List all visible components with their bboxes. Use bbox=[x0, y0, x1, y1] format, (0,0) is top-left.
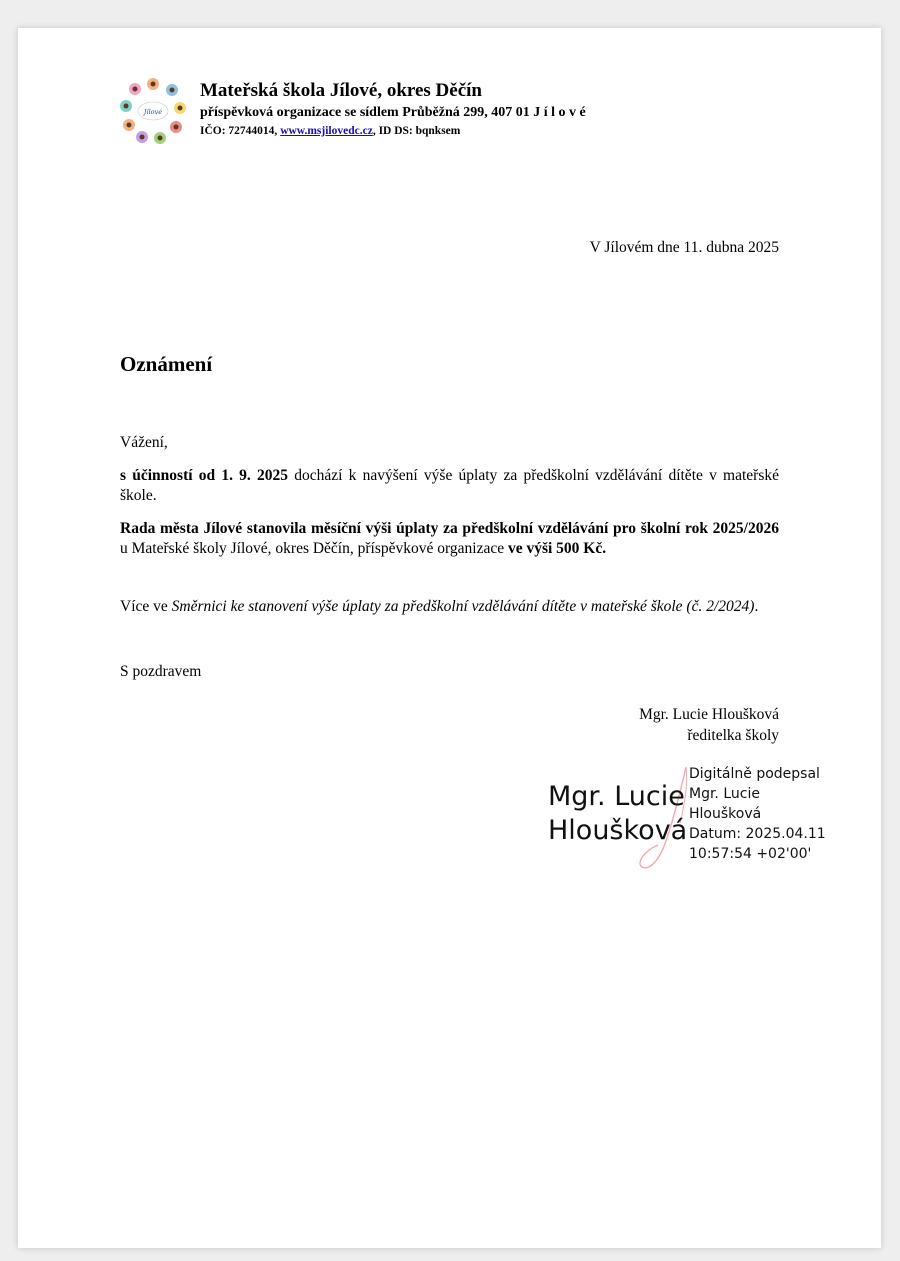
signatory-name: Mgr. Lucie Hloušková bbox=[639, 706, 779, 723]
ico-text: IČO: 72744014, bbox=[200, 125, 281, 137]
school-name: Mateřská škola Jílové, okres Děčín bbox=[200, 80, 482, 101]
effective-date-rest: dochází k navýšení výše úplaty za předškolní vzdělávání dítěte v mateřské škole. bbox=[120, 467, 779, 504]
school-logo bbox=[120, 78, 186, 144]
digital-signature-info-line: Digitálně podepsal bbox=[689, 766, 820, 782]
document-page bbox=[18, 28, 881, 1248]
digital-signature-name-line2: Hloušková bbox=[548, 815, 688, 846]
paragraph-fee-decision bbox=[120, 519, 779, 559]
website-link[interactable]: www.msjilovedc.cz bbox=[280, 125, 373, 137]
digital-signature-info-line: Hloušková bbox=[689, 806, 762, 822]
directive-suffix: . bbox=[754, 598, 759, 615]
digital-signature-name-line1: Mgr. Lucie bbox=[548, 781, 685, 812]
organization-address: příspěvková organizace se sídlem Průběžná 299, 407 01 J í l o v é bbox=[200, 105, 586, 120]
fee-decision-middle: u Mateřské školy Jílové, okres Děčín, příspěvkové organizace bbox=[120, 540, 508, 557]
ds-text: , ID DS: bqnksem bbox=[372, 125, 461, 137]
digital-signature-info-line: Mgr. Lucie bbox=[689, 786, 760, 802]
digital-signature-name bbox=[548, 780, 687, 848]
effective-date-bold: s účinností od 1. 9. 2025 bbox=[120, 467, 289, 484]
ids-line bbox=[200, 125, 460, 137]
salutation: Vážení, bbox=[120, 434, 168, 451]
directive-title: Směrnici ke stanovení výše úplaty za předškolní vzdělávání dítěte v mateřské škole (č. 2/2024) bbox=[171, 598, 755, 615]
logo-text: Jílové bbox=[143, 108, 163, 116]
paragraph-effective-date bbox=[120, 466, 779, 506]
paragraph-directive bbox=[120, 597, 779, 617]
signatory-role: ředitelka školy bbox=[687, 727, 779, 744]
digital-signature-info-line: Datum: 2025.04.11 bbox=[689, 826, 826, 842]
fee-amount-bold: ve výši 500 Kč. bbox=[507, 540, 607, 557]
closing: S pozdravem bbox=[120, 663, 202, 680]
digital-signature-info bbox=[689, 764, 826, 864]
digital-signature-info-line: 10:57:54 +02'00' bbox=[689, 846, 812, 862]
fee-decision-bold: Rada města Jílové stanovila měsíční výši úplaty za předškolní vzdělávání pro školní rok 2025/2026 bbox=[120, 520, 779, 537]
directive-prefix: Více ve bbox=[120, 598, 172, 615]
document-date: V Jílovém dne 11. dubna 2025 bbox=[589, 239, 779, 256]
document-title: Oznámení bbox=[120, 352, 213, 376]
